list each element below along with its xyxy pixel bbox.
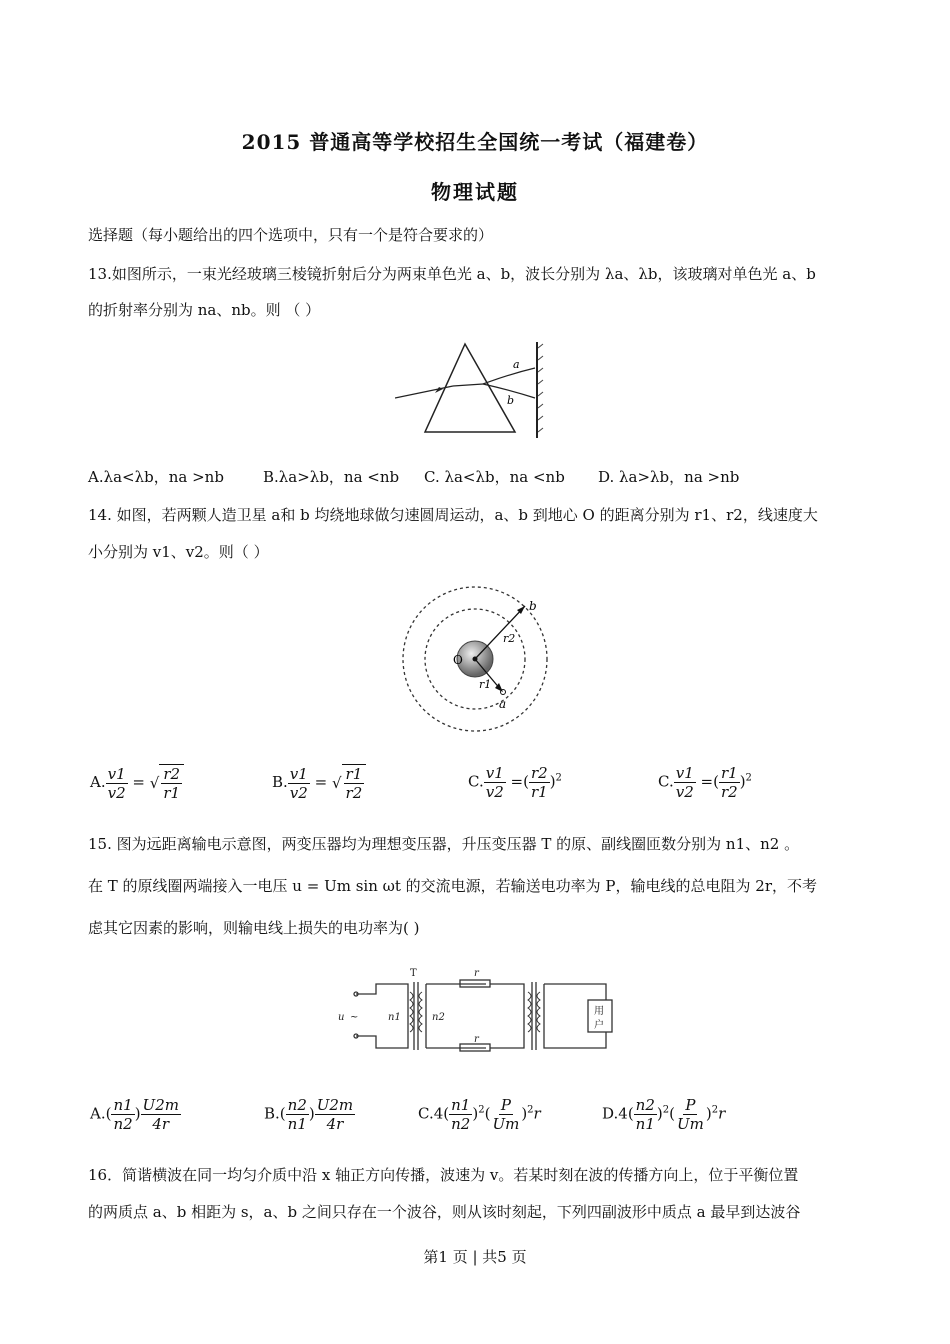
q15-option-c: C.4( $\frac{n1}{n2}$ )$^2$( $\frac{P}{Um}$ )$^2$r xyxy=(418,1096,541,1133)
q14-option-b: B. $\frac{v1}{v2}$ = √ $\frac{r1}{r2}$ xyxy=(272,764,366,802)
resistor-label-bottom: r xyxy=(474,1034,479,1045)
satellite-label-b: b xyxy=(529,599,537,613)
q13-option-a: A.λa<λb，na >nb xyxy=(88,468,224,486)
q14-line1: 14. 如图，若两颗人造卫星 a和 b 均绕地球做匀速圆周运动，a、b 到地心 O 的距离分别为 r1、r2，线速度大 xyxy=(88,506,818,524)
prism-figure xyxy=(395,338,555,442)
q15-option-a: A.( $\frac{n1}{n2}$ ) $\frac{U2m}{4r}$ xyxy=(90,1096,179,1133)
q15-option-d: D.4( $\frac{n2}{n1}$ )$^2$( $\frac{P}{Um}$ )$^2$r xyxy=(602,1096,726,1133)
q13-line2: 的折射率分别为 na、nb。则 （ ） xyxy=(88,301,321,319)
q14-option-a: A. $\frac{v1}{v2}$ = √ $\frac{r2}{r1}$ xyxy=(90,764,184,802)
ray-label-a: a xyxy=(513,358,520,371)
resistor-label-top: r xyxy=(474,968,479,979)
ray-label-b: b xyxy=(507,394,515,407)
q13-option-d: D. λa>λb，na >nb xyxy=(598,468,740,486)
exam-title: 2015 普通高等学校招生全国统一考试（福建卷） xyxy=(241,130,709,154)
radius-label-r1: r1 xyxy=(479,678,492,691)
source-ac-symbol: ~ xyxy=(350,1012,359,1023)
q15-line3: 虑其它因素的影响，则输电线上损失的电功率为( ) xyxy=(88,919,420,937)
coil-label-n1: n1 xyxy=(388,1012,401,1023)
transmission-circuit-figure xyxy=(336,964,620,1066)
earth-center-label: O xyxy=(453,653,463,667)
section-header: 选择题（每小题给出的四个选项中，只有一个是符合要求的） xyxy=(88,226,494,244)
radius-label-r2: r2 xyxy=(503,632,516,645)
q15-line2: 在 T 的原线圈两端接入一电压 u = Um sin ωt 的交流电源，若输送电功率为 P，输电线的总电阻为 2r，不考 xyxy=(88,877,818,895)
q14-option-d: C. $\frac{v1}{v2}$ =( $\frac{r1}{r2}$ )$^2$ xyxy=(658,764,752,801)
q16-line2: 的两质点 a、b 相距为 s，a、b 之间只存在一个波谷，则从该时刻起，下列四副波形中质点 a 最早到达波谷 xyxy=(88,1203,801,1221)
coil-label-n2: n2 xyxy=(432,1012,445,1023)
q15-line1: 15. 图为远距离输电示意图，两变压器均为理想变压器，升压变压器 T 的原、副线圈匝数分别为 n1、n2 。 xyxy=(88,835,800,853)
transformer-label-t: T xyxy=(410,968,417,979)
q16-line1: 16．简谐横波在同一均匀介质中沿 x 轴正方向传播，波速为 v。若某时刻在波的传播方向上，位于平衡位置 xyxy=(88,1166,799,1184)
exam-subtitle: 物理试题 xyxy=(431,180,519,204)
q13-line1: 13.如图所示，一束光经玻璃三棱镜折射后分为两束单色光 a、b，波长分别为 λa、λb，该玻璃对单色光 a、b xyxy=(88,265,816,283)
user-label-1: 用 xyxy=(594,1006,604,1017)
satellite-label-a: a xyxy=(499,697,507,711)
page-footer: 第1 页 | 共5 页 xyxy=(423,1248,527,1266)
user-label-2: 户 xyxy=(594,1020,604,1031)
q13-option-c: C. λa<λb，na <nb xyxy=(424,468,565,486)
q14-line2: 小分别为 v1、v2。则（ ） xyxy=(88,543,269,561)
source-label-u: u xyxy=(338,1012,345,1023)
q14-option-c: C. $\frac{v1}{v2}$ =( $\frac{r2}{r1}$ )$^2$ xyxy=(468,764,562,801)
q13-option-b: B.λa>λb，na <nb xyxy=(263,468,400,486)
orbit-figure xyxy=(393,584,557,734)
q15-option-b: B.( $\frac{n2}{n1}$ ) $\frac{U2m}{4r}$ xyxy=(264,1096,354,1133)
